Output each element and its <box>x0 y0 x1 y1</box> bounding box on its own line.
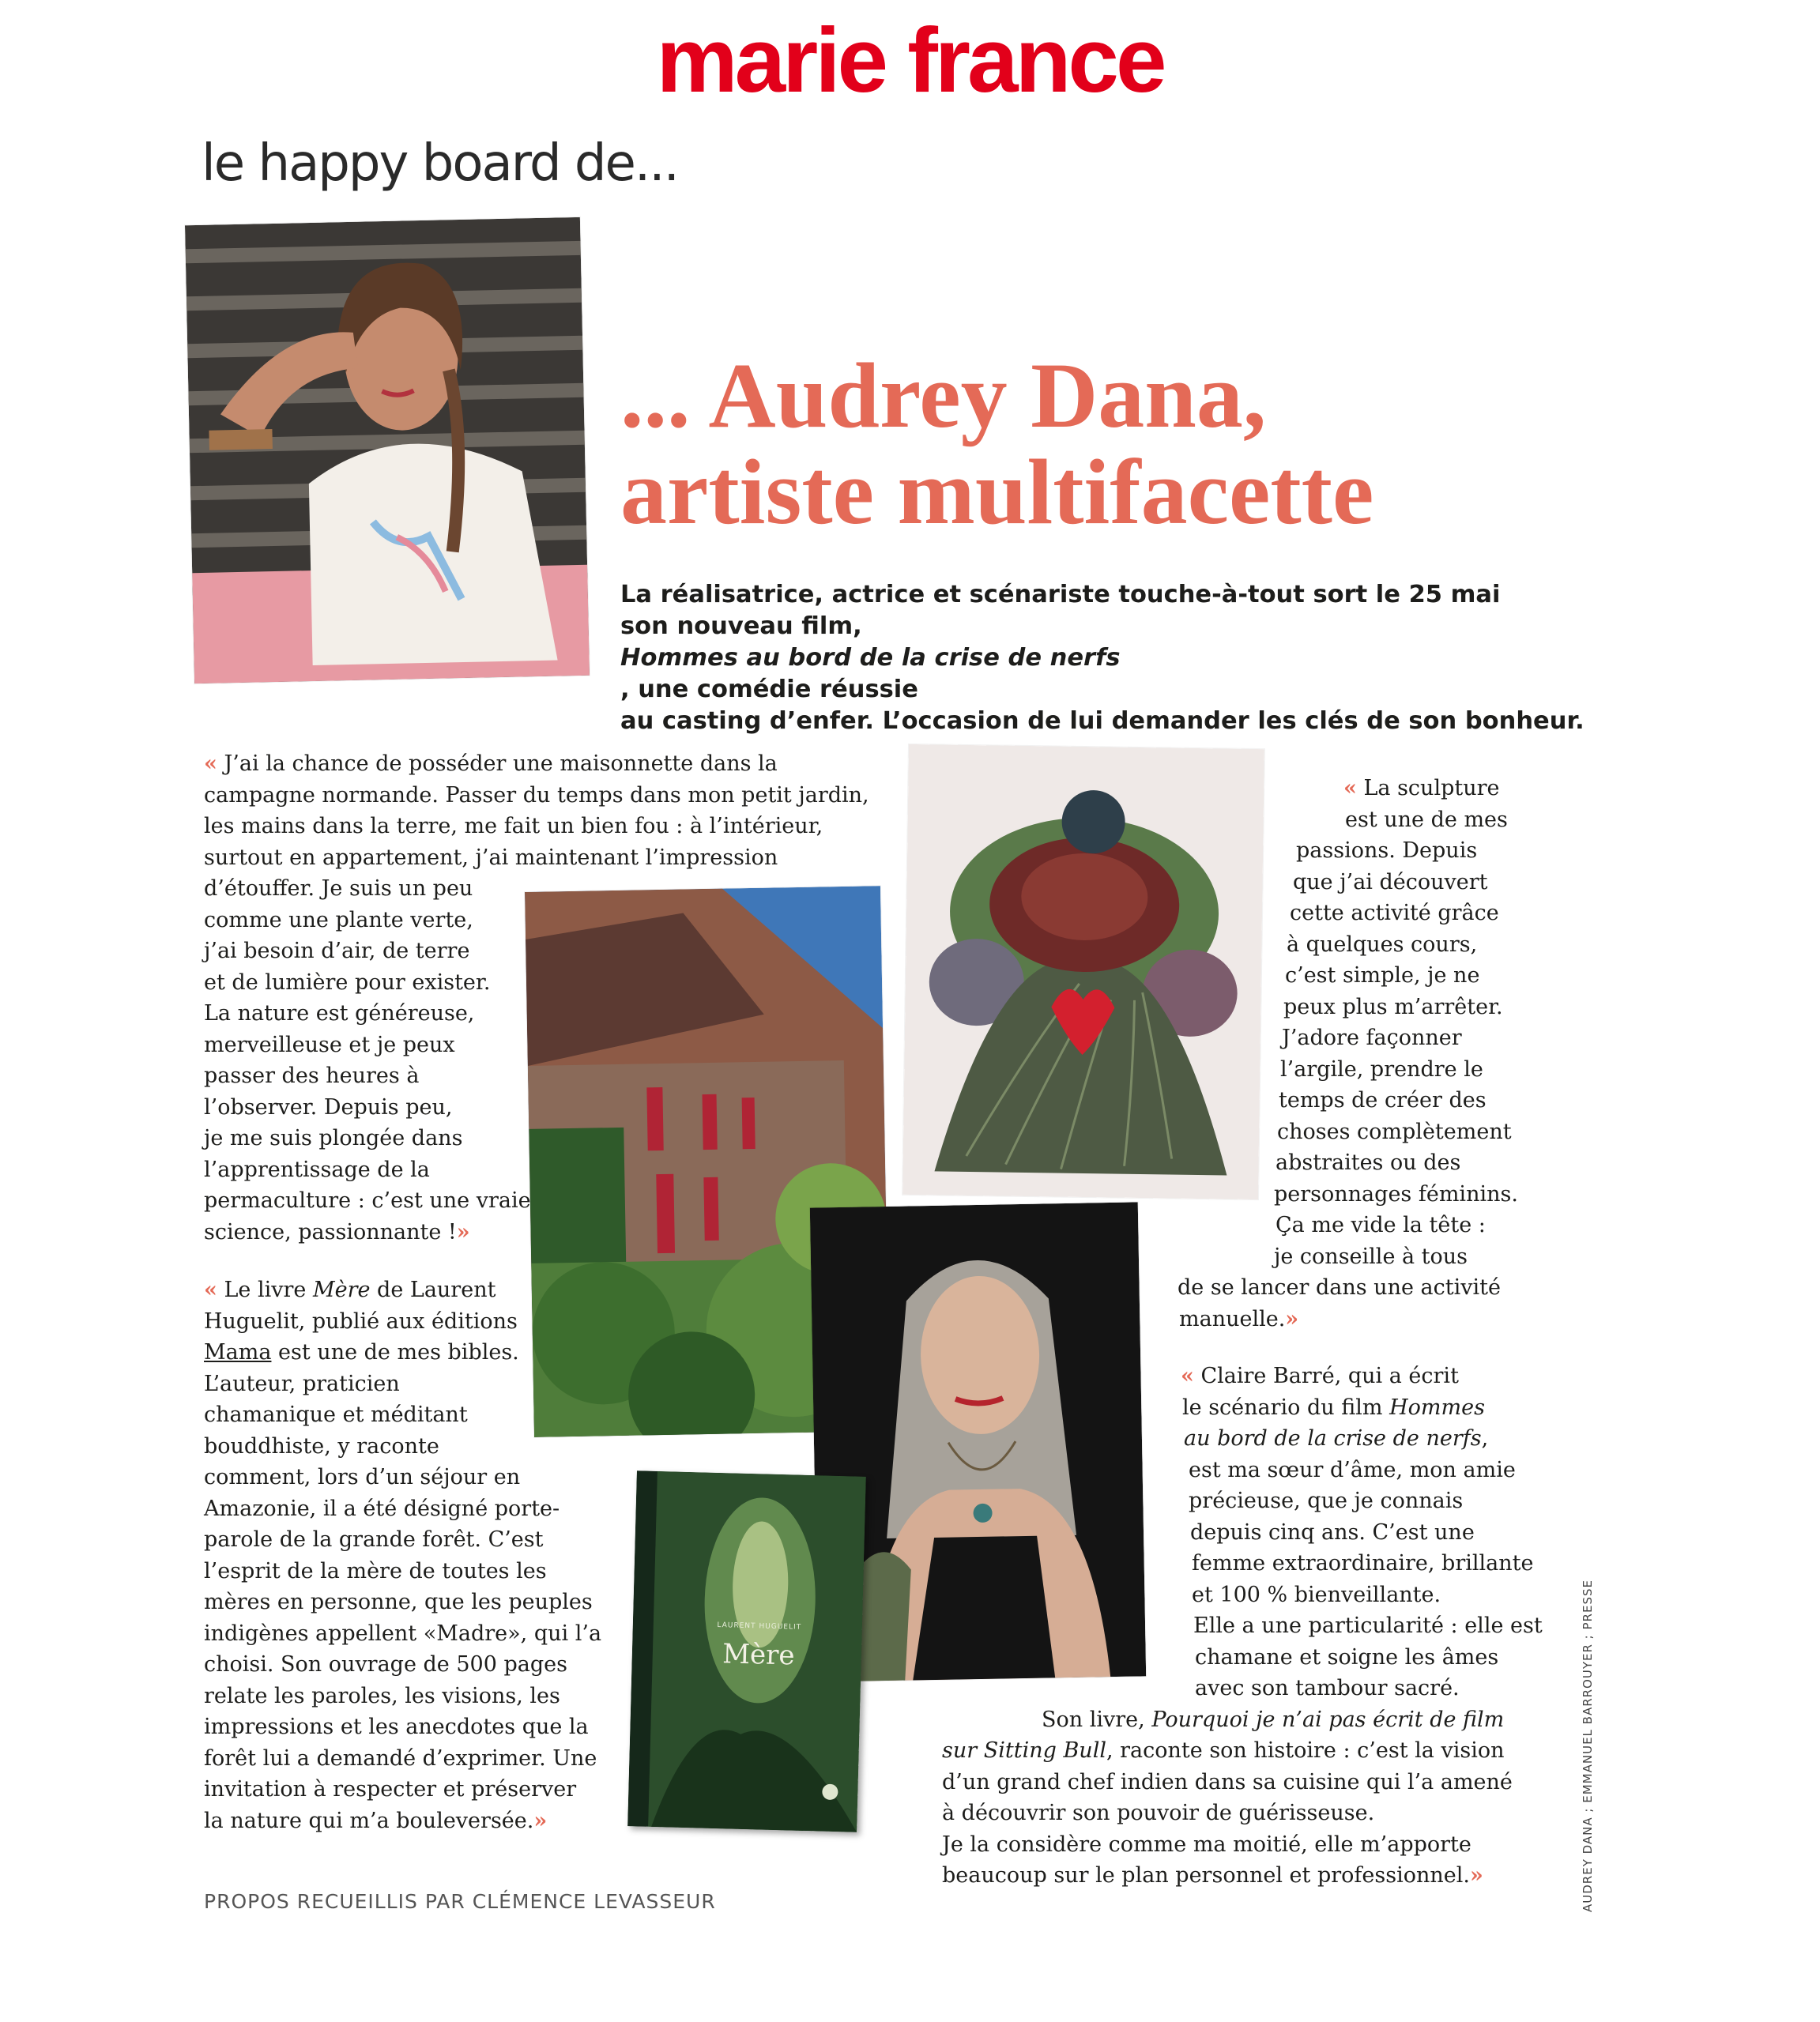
book-title-ref: sur Sitting Bull <box>942 1738 1106 1763</box>
text-line: est une de mes <box>1345 807 1508 832</box>
book-author: LAURENT HUGUELIT <box>717 1621 802 1632</box>
text-line <box>0 773 1820 804</box>
text: Son livre, <box>1042 1707 1152 1732</box>
text-line: l’argile, prendre le <box>1280 1056 1483 1082</box>
article-title <box>620 344 1374 544</box>
close-quote: » <box>1469 1863 1483 1888</box>
text-line: d’étouffer. Je suis un peu <box>204 876 473 901</box>
title-line-1: ... Audrey Dana, <box>620 344 1267 447</box>
film-title: Hommes au bord de la crise de nerfs <box>620 644 1121 672</box>
open-quote: « <box>1181 1364 1194 1388</box>
close-quote: » <box>1285 1306 1299 1331</box>
text: est une de mes bibles. <box>271 1340 519 1365</box>
portrait-photo-audrey-dana <box>185 217 590 683</box>
text: le scénario du film <box>1182 1395 1390 1420</box>
author-credit: PROPOS RECUEILLIS PAR CLÉMENCE LEVASSEUR <box>204 1890 716 1913</box>
text-line: chamanique et méditant <box>204 1403 468 1427</box>
text-line: relate les paroles, les visions, les <box>204 1683 560 1708</box>
text: beaucoup sur le plan personnel et professionnel. <box>942 1863 1470 1888</box>
text-line: passer des heures à <box>204 1064 420 1088</box>
text: la nature qui m’a bouleversée. <box>204 1808 534 1833</box>
lead-text: son nouveau film, <box>620 612 862 640</box>
text: La sculpture <box>1363 776 1500 800</box>
text-line: choisi. Son ouvrage de 500 pages <box>204 1652 567 1677</box>
text-line <box>0 1704 1820 1736</box>
text-line: avec son tambour sacré. <box>1195 1676 1460 1700</box>
lead-line <box>620 611 1584 706</box>
text-line: temps de créer des <box>1279 1088 1487 1113</box>
article-lead <box>620 579 1584 737</box>
text-line: mères en personne, que les peuples <box>204 1590 593 1614</box>
quote-block-claire-barre <box>0 1361 1820 1892</box>
text-line: comment, lors d’un séjour en <box>204 1465 521 1489</box>
film-title-ref: au bord de la crise de nerfs <box>1184 1426 1482 1451</box>
text-line: les mains dans la terre, me fait un bien fou : à l’intérieur, <box>204 814 823 838</box>
text-line: forêt lui a demandé d’exprimer. Une <box>204 1745 597 1771</box>
title-line-2: artiste multifacette <box>620 440 1374 544</box>
text-line: J’adore façonner <box>1282 1026 1462 1050</box>
text-line: surtout en appartement, j’ai maintenant l’impression <box>204 845 778 870</box>
text-line: La nature est généreuse, <box>204 1001 475 1026</box>
text-line: L’auteur, praticien <box>204 1371 400 1396</box>
text: Le livre <box>224 1278 313 1302</box>
open-quote: « <box>1343 776 1357 800</box>
text-line: peux plus m’arrêter. <box>1283 994 1503 1019</box>
text-line: invitation à respecter et préserver <box>204 1777 577 1802</box>
text-line: l’esprit de la mère de toutes les <box>204 1558 547 1583</box>
photo-credit: AUDREY DANA ; EMMANUEL BARROUYER ; PRESSE <box>1581 1580 1595 1912</box>
text-line: indigènes appellent «Madre», qui l’a <box>204 1621 602 1646</box>
book-title: Mère <box>722 1638 796 1672</box>
lead-line: au casting d’enfer. L’occasion de lui demander les clés de son bonheur. <box>620 707 1584 735</box>
text-line: personnages féminins. <box>1274 1181 1518 1207</box>
text: , <box>1481 1426 1489 1451</box>
open-quote: « <box>204 1278 217 1302</box>
text-line: cette activité grâce <box>1290 901 1499 925</box>
text-line: merveilleuse et je peux <box>204 1032 455 1057</box>
text: J’ai la chance de posséder une maisonnette dans la <box>224 751 778 776</box>
text-line: je conseille à tous <box>1274 1244 1468 1269</box>
text-line: Ça me vide la tête : <box>1276 1213 1486 1237</box>
text-line: passions. Depuis <box>1296 838 1478 863</box>
text-line: l’observer. Depuis peu, <box>204 1094 453 1120</box>
text: manuelle. <box>1179 1306 1286 1331</box>
publisher-name: Mama <box>204 1340 272 1365</box>
text-line: que j’ai découvert <box>1293 869 1488 894</box>
text-line <box>0 1735 1820 1767</box>
text-line: depuis cinq ans. C’est une <box>1190 1519 1475 1545</box>
text-line: précieuse, que je connais <box>1189 1489 1464 1513</box>
text-line: comme une plante verte, <box>204 907 473 932</box>
text-line: Amazonie, il a été désigné porte- <box>204 1496 560 1521</box>
text-line: l’apprentissage de la <box>204 1157 430 1182</box>
text-line <box>0 1361 1820 1392</box>
book-title-ref: Mère <box>312 1278 371 1302</box>
text-line: parole de la grande forêt. C’est <box>204 1527 544 1552</box>
lead-text: , une comédie réussie <box>620 676 918 703</box>
film-title-ref: Hommes <box>1389 1395 1485 1420</box>
text-line: c’est simple, je ne <box>1285 963 1480 988</box>
text-line: et 100 % bienveillante. <box>1192 1582 1441 1607</box>
text-line <box>0 1304 1820 1335</box>
text-line: impressions et les anecdotes que la <box>204 1715 589 1739</box>
text: , raconte son histoire : c’est la vision <box>1106 1738 1505 1763</box>
text-line: j’ai besoin d’air, de terre <box>204 939 470 963</box>
close-quote: » <box>533 1808 548 1833</box>
text-line: abstraites ou des <box>1276 1150 1461 1175</box>
text-line: choses complètement <box>1277 1119 1512 1144</box>
book-title-ref: Pourquoi je n’ai pas écrit de film <box>1151 1707 1505 1732</box>
text-line: est ma sœur d’âme, mon amie <box>1189 1457 1516 1482</box>
text-line: chamane et soigne les âmes <box>1195 1644 1499 1670</box>
text-line: d’un grand chef indien dans sa cuisine qui l’a amené <box>942 1769 1513 1794</box>
text-line: bouddhiste, y raconte <box>204 1433 439 1459</box>
close-quote: » <box>456 1219 470 1244</box>
text-line: de se lancer dans une activité <box>1178 1275 1501 1300</box>
text-line: Je la considère comme ma moitié, elle m’apporte <box>942 1832 1471 1857</box>
magazine-logo: marie france <box>656 9 1164 111</box>
text-line <box>0 1860 1820 1892</box>
open-quote: « <box>204 751 217 776</box>
lead-line: La réalisatrice, actrice et scénariste touche-à-tout sort le 25 mai <box>620 581 1501 608</box>
text-line: campagne normande. Passer du temps dans mon petit jardin, <box>204 782 869 808</box>
text-line: Elle a une particularité : elle est <box>1193 1613 1543 1638</box>
text-line: Huguelit, publié aux éditions <box>204 1308 518 1334</box>
text-line: permaculture : c’est une vraie <box>204 1188 531 1213</box>
text: de Laurent <box>370 1278 496 1302</box>
text-line: à quelques cours, <box>1287 932 1478 957</box>
text: Claire Barré, qui a écrit <box>1200 1364 1459 1388</box>
quote-block-sculpture <box>0 773 1820 1335</box>
rubric-title: le happy board de... <box>202 134 678 193</box>
text-line: je me suis plongée dans <box>204 1126 463 1150</box>
text-line <box>0 1423 1820 1455</box>
text: science, passionnante ! <box>204 1219 457 1244</box>
text-line: à découvrir son pouvoir de guérisseuse. <box>942 1801 1375 1825</box>
text-line: femme extraordinaire, brillante <box>1192 1551 1534 1576</box>
text-line <box>0 1392 1820 1424</box>
text-line: et de lumière pour exister. <box>204 970 491 995</box>
